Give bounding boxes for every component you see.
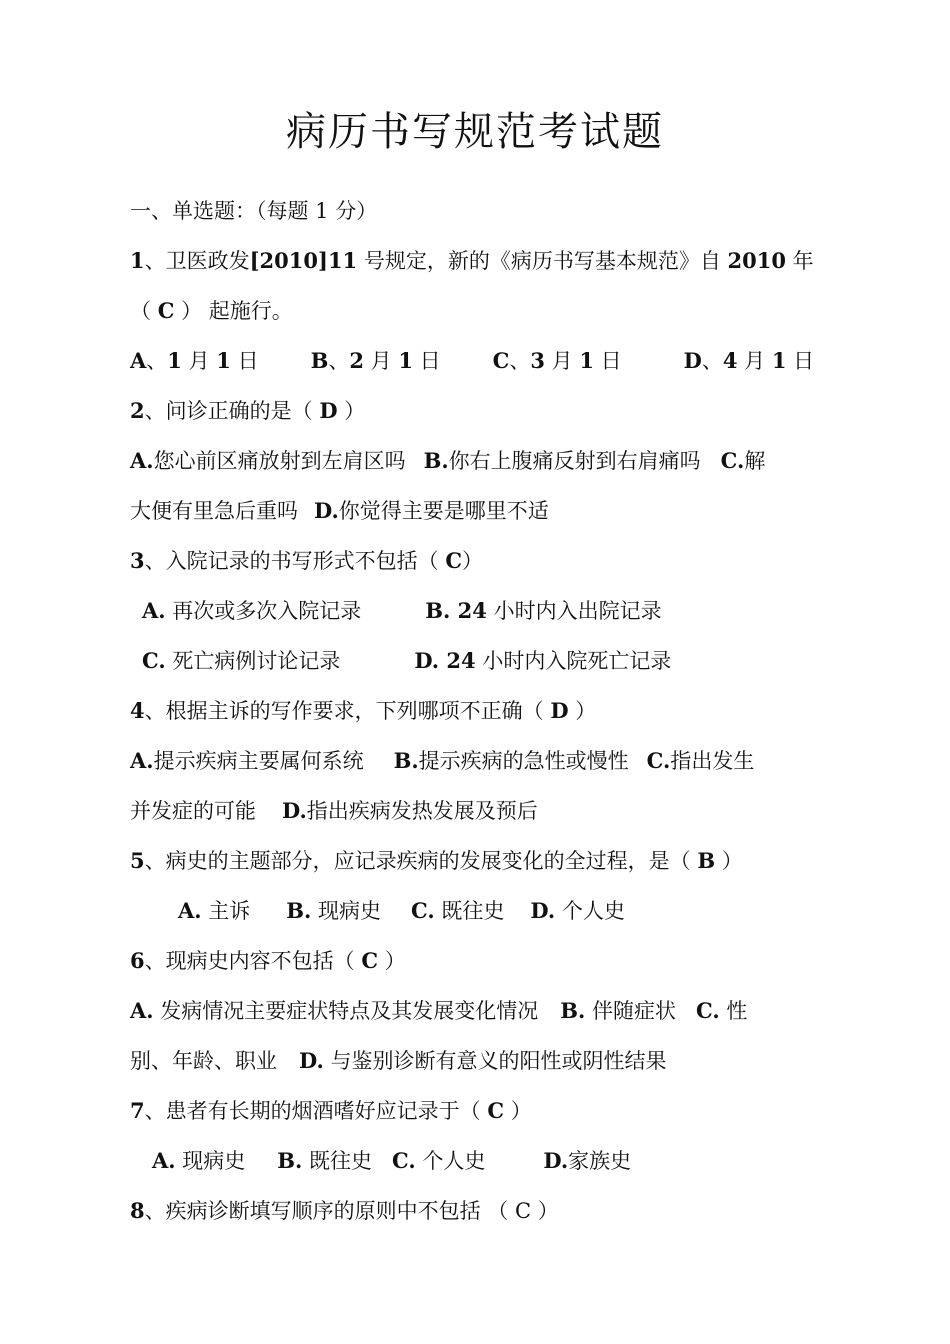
option-label: A.: [130, 448, 154, 473]
question-8-answer: C: [514, 1199, 532, 1223]
question-4-answer: D: [550, 698, 569, 723]
section-heading-text: 一、单选题：（每题 1 分）: [130, 199, 378, 223]
question-4-text: 、根据主诉的写作要求，下列哪项不正确（: [144, 699, 551, 723]
question-3-stem: [130, 546, 483, 576]
question-1-option-b: B、2 月 1 日: [310, 348, 441, 373]
question-2-option-b: 你右上腹痛反射到右肩痛吗: [448, 449, 701, 473]
question-2-option-c-cont: 大便有里急后重吗: [130, 499, 298, 523]
option-label: D. 24: [414, 648, 476, 673]
question-5-option-c: 既往史: [434, 899, 505, 923]
question-6-option-c-cont: 别、年龄、职业: [130, 1049, 277, 1073]
option-label: D.: [314, 498, 339, 523]
section-heading: [130, 196, 377, 226]
question-6-option-b: 伴随症状: [585, 999, 677, 1023]
question-6-option-c: 性: [719, 999, 748, 1023]
question-7-options: [152, 1146, 631, 1176]
question-3-options-line-1: [142, 596, 662, 626]
question-1-text-2: 号规定，新的《病历书写基本规范》自: [357, 249, 728, 273]
question-4-number: 4: [130, 698, 145, 723]
option-label: C.: [646, 748, 671, 773]
question-7-option-c: 个人史: [415, 1149, 486, 1173]
question-2-number: 2: [130, 398, 145, 423]
question-7-stem: [130, 1096, 532, 1126]
question-5-option-a: 主诉: [201, 899, 251, 923]
question-1-text: 、卫医政发: [144, 249, 250, 273]
question-4-stem: [130, 696, 596, 726]
question-3-number: 3: [130, 548, 145, 573]
question-4-option-c: 指出发生: [670, 749, 755, 773]
question-6-stem: [130, 946, 406, 976]
question-7-text: 、患者有长期的烟酒嗜好应记录于（: [144, 1099, 488, 1123]
question-5-options: [178, 896, 625, 926]
option-label: D.: [282, 798, 307, 823]
option-label: C.: [392, 1148, 416, 1173]
question-3-answer: C: [445, 548, 463, 573]
question-7-number: 7: [130, 1098, 145, 1123]
option-label: B. 24: [425, 598, 487, 623]
question-4-option-b: 提示疾病的急性或慢性: [418, 749, 629, 773]
option-label: C.: [142, 648, 166, 673]
question-6-number: 6: [130, 948, 145, 973]
question-1-text-3: 年: [785, 249, 814, 273]
option-label: A.: [178, 898, 202, 923]
option-label: B.: [393, 748, 419, 773]
question-3-option-d: 小时内入院死亡记录: [475, 649, 672, 673]
question-2-answer: D: [319, 398, 338, 423]
question-6-answer: C: [361, 948, 379, 973]
question-4-options-line-1: [130, 746, 754, 776]
question-5-option-b: 现病史: [311, 899, 382, 923]
question-6-option-d: 与鉴别诊断有意义的阳性或阴性结果: [323, 1049, 667, 1073]
answer-close-paren: ）: [504, 1099, 532, 1123]
answer-close-paren: ）: [378, 949, 406, 973]
answer-close-paren: ）: [715, 849, 743, 873]
option-label: D.: [543, 1148, 569, 1173]
answer-close-paren: ）: [568, 699, 597, 723]
question-8-number: 8: [130, 1198, 145, 1223]
option-label: C.: [696, 998, 720, 1023]
question-7-option-a: 现病史: [175, 1149, 246, 1173]
question-1-doc-number: [2010]11: [249, 248, 358, 273]
option-label: A.: [130, 998, 154, 1023]
answer-close-paren: ）: [531, 1199, 559, 1223]
question-1-stem-line-1: [130, 246, 814, 276]
answer-close-paren: ）: [462, 549, 484, 573]
question-1-year: 2010: [727, 248, 786, 273]
question-7-answer: C: [487, 1098, 505, 1123]
question-6-option-a: 发病情况主要症状特点及其发展变化情况: [153, 999, 539, 1023]
option-label: D.: [299, 1048, 324, 1073]
question-7-option-d: 家族史: [568, 1149, 632, 1173]
question-1-option-c: C、3 月 1 日: [492, 348, 622, 373]
question-5-option-d: 个人史: [555, 899, 625, 923]
option-label: C.: [411, 898, 435, 923]
option-label: A.: [130, 748, 154, 773]
question-4-options-line-2: [130, 796, 538, 826]
option-label: C.: [720, 448, 745, 473]
question-6-text: 、现病史内容不包括（: [144, 949, 362, 973]
question-3-option-a: 再次或多次入院记录: [165, 599, 362, 623]
question-4-option-c-cont: 并发症的可能: [130, 799, 256, 823]
question-2-options-line-1: [130, 446, 765, 476]
question-5-stem: [130, 846, 743, 876]
question-1-option-d: D、4 月 1 日: [683, 348, 815, 373]
question-4-option-a: 提示疾病主要属何系统: [153, 749, 364, 773]
question-3-text: 、入院记录的书写形式不包括（: [144, 549, 446, 573]
option-label: B.: [286, 898, 312, 923]
question-1-options: [130, 346, 814, 376]
question-1-text-4: ） 起施行。: [174, 299, 293, 323]
question-6-options-line-1: [130, 996, 747, 1026]
question-3-option-c: 死亡病例讨论记录: [165, 649, 341, 673]
question-2-option-c: 解: [744, 449, 766, 473]
option-label: B.: [277, 1148, 303, 1173]
option-label: A.: [142, 598, 166, 623]
question-1-stem-line-2: [130, 296, 293, 326]
question-2-text: 、问诊正确的是（: [144, 399, 320, 423]
option-label: A.: [152, 1148, 176, 1173]
question-5-number: 5: [130, 848, 145, 873]
question-6-options-line-2: [130, 1046, 666, 1076]
option-label: D.: [530, 898, 556, 923]
option-label: B.: [560, 998, 586, 1023]
question-4-option-d: 指出疾病发热发展及预后: [306, 799, 538, 823]
question-3-option-b: 小时内入出院记录: [486, 599, 662, 623]
answer-close-paren: ）: [337, 399, 366, 423]
question-5-text: 、病史的主题部分，应记录疾病的发展变化的全过程，是（: [144, 849, 698, 873]
question-7-option-b: 既往史: [302, 1149, 373, 1173]
question-3-options-line-2: [142, 646, 671, 676]
question-8-text: 、疾病诊断填写顺序的原则中不包括 （: [144, 1199, 515, 1223]
question-5-answer: B: [697, 848, 716, 873]
page-title: 病历书写规范考试题: [286, 109, 664, 155]
question-2-options-line-2: [130, 496, 549, 526]
answer-open-paren: （: [130, 299, 158, 323]
question-2-option-a: 您心前区痛放射到左肩区吗: [153, 449, 406, 473]
question-1-answer: C: [157, 298, 175, 323]
question-2-option-d: 你觉得主要是哪里不适: [338, 499, 549, 523]
question-1-option-a: A、1 月 1 日: [130, 348, 259, 373]
question-8-stem: [130, 1196, 559, 1226]
option-label: B.: [423, 448, 449, 473]
question-2-stem: [130, 396, 365, 426]
question-1-number: 1: [130, 248, 145, 273]
